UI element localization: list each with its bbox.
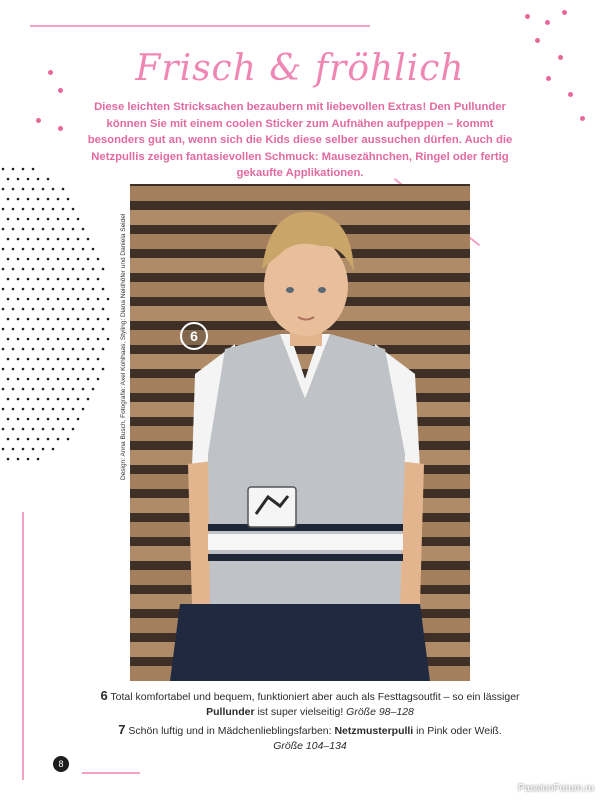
caption-number: 6 bbox=[100, 688, 108, 703]
caption-item-6 bbox=[100, 688, 520, 720]
left-vertical-line bbox=[22, 512, 24, 780]
image-number-badge bbox=[180, 322, 208, 350]
caption-text-after: in Pink oder Weiß. bbox=[416, 725, 502, 737]
caption-product: Pullunder bbox=[206, 706, 255, 718]
pink-dot bbox=[36, 118, 41, 123]
product-photo bbox=[130, 184, 470, 681]
dot-pattern bbox=[0, 165, 110, 465]
pink-dot bbox=[568, 92, 573, 97]
caption-size: Größe 98–128 bbox=[346, 706, 414, 718]
caption-text-after: ist super vielseitig! bbox=[257, 706, 344, 718]
bottom-accent-line bbox=[82, 772, 140, 774]
caption-text: Total komfortabel und bequem, funktioniert aber auch als Festtagsoutfit – so ein lässiger bbox=[110, 691, 520, 703]
top-divider-line bbox=[30, 25, 370, 27]
page-title: Frisch & fröhlich bbox=[135, 48, 465, 89]
caption-text: Schön luftig und in Mädchenlieblingsfarben: bbox=[128, 725, 332, 737]
boy-in-knit-vest-image bbox=[130, 184, 470, 681]
pink-dot bbox=[535, 38, 540, 43]
caption-number: 7 bbox=[118, 722, 126, 737]
intro-paragraph: Diese leichten Stricksachen bezaubern mit liebevollen Extras! Den Pullunder können Sie mit einem coolen Sticker zum Aufnähen aufpeppen – kommt besonders gut an, wenn sich die Kids diese selber aussuchen dürfen. Auch die Netzpullis zeigen fantasievollen Schmuck: Mausezähnchen, Ringel oder fertig gekaufte Applikationen. bbox=[87, 101, 513, 179]
pink-dot bbox=[580, 116, 585, 121]
pink-dot bbox=[58, 126, 63, 131]
photo-credit: Design: Anna Busch, Fotografie: Axel Kohlhaas, Styling: Diana Neidhöfer und Daniela Seidel bbox=[120, 213, 127, 480]
page-number: 8 bbox=[53, 756, 69, 772]
pink-dot bbox=[545, 20, 550, 25]
pink-dot bbox=[562, 10, 567, 15]
caption-product: Netzmusterpulli bbox=[334, 725, 414, 737]
caption-item-7 bbox=[100, 722, 520, 754]
caption-size: Größe 104–134 bbox=[273, 740, 347, 752]
badge-number: 6 bbox=[190, 328, 198, 344]
watermark-text: PassionForum.ru bbox=[517, 783, 594, 794]
pink-dot bbox=[525, 14, 530, 19]
